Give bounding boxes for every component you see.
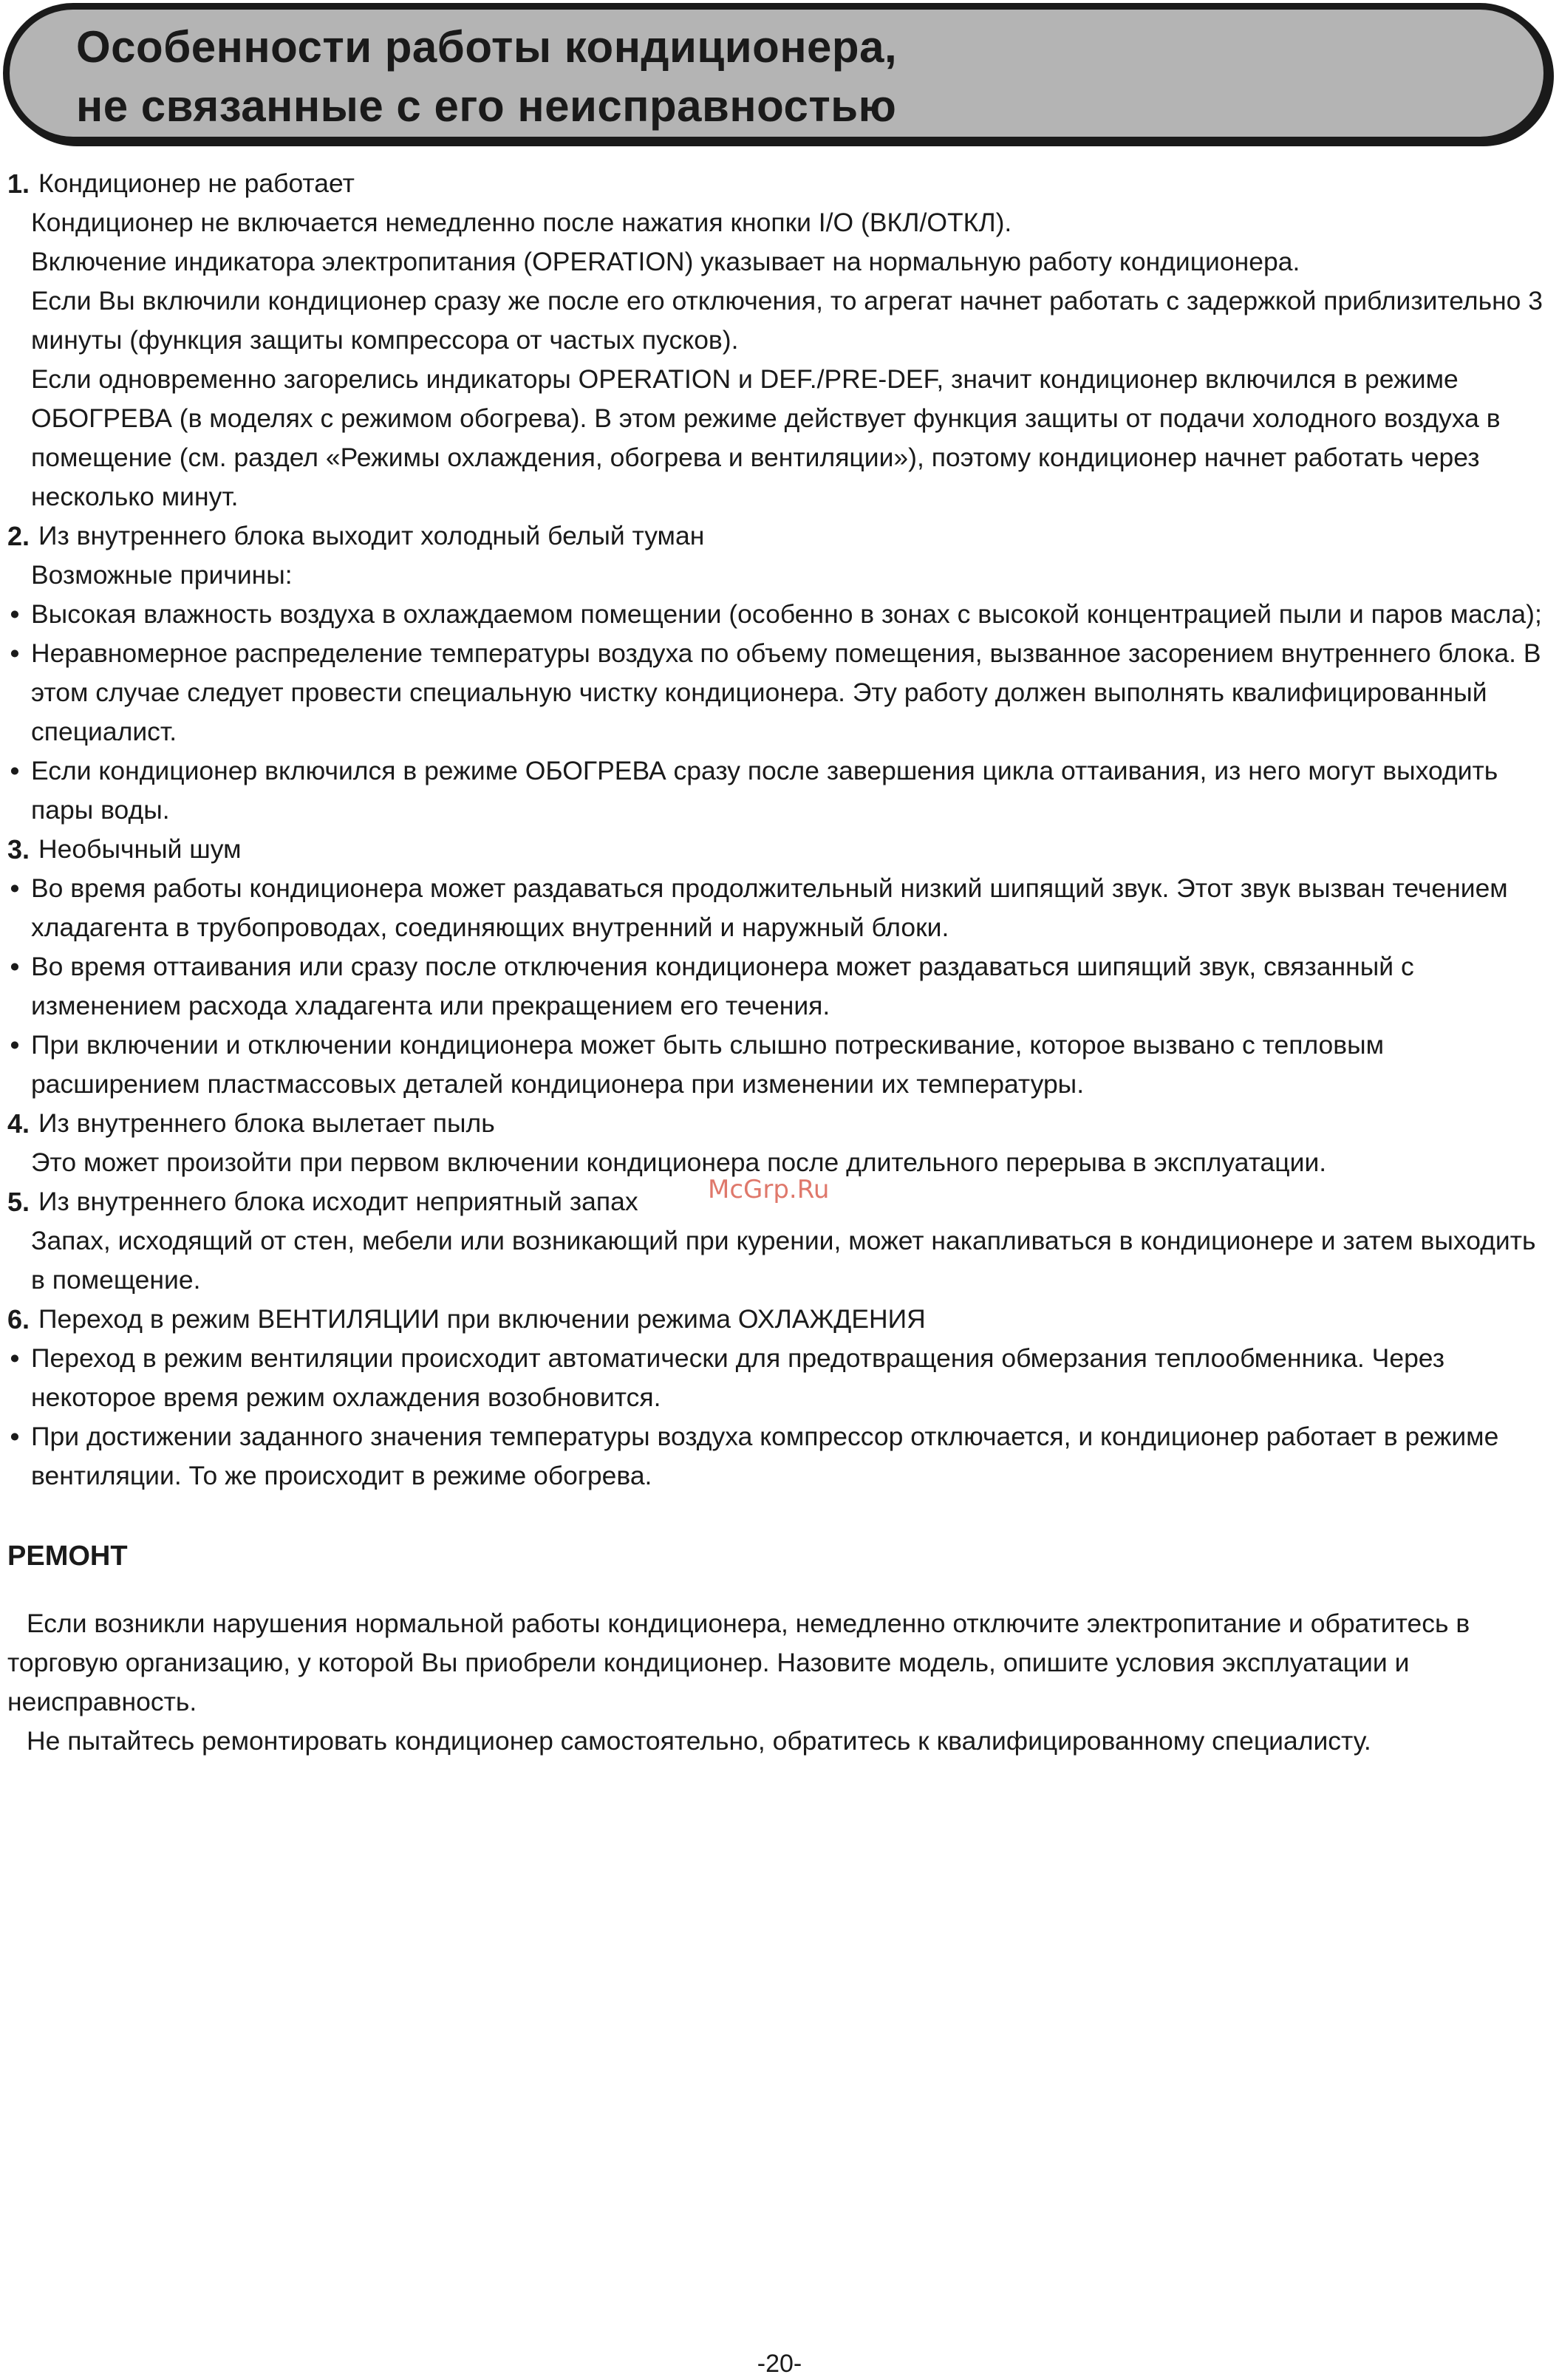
paragraph: Если Вы включили кондиционер сразу же после его отключения, то агрегат начнет работать с задержкой приблизительно 3 минуты (функция защиты компрессора от частых пусков).	[31, 286, 1543, 355]
repair-paragraph: Если возникли нарушения нормальной работы кондиционера, немедленно отключите электропитание и обратитесь в торговую организацию, у которой Вы приобрели кондиционер. Назовите модель, опишите условия эксплуатации и неисправность.	[7, 1609, 1470, 1716]
item-number: 1.	[7, 168, 30, 199]
content-body	[7, 164, 1552, 1761]
item-heading	[7, 1104, 1552, 1143]
item-number: 3.	[7, 834, 30, 865]
bullet-item	[7, 595, 1552, 634]
bullet-item	[7, 1417, 1552, 1496]
item-number: 2.	[7, 521, 30, 551]
paragraph: Включение индикатора электропитания (OPERATION) указывает на нормальную работу кондиционера.	[31, 247, 1300, 276]
bullet-icon: •	[10, 638, 20, 668]
item-heading	[7, 830, 1552, 869]
item-title: Переход в режим ВЕНТИЛЯЦИИ при включении режима ОХЛАЖДЕНИЯ	[38, 1304, 926, 1334]
paragraph: Возможные причины:	[31, 560, 293, 590]
bullet-text: Во время работы кондиционера может раздаваться продолжительный низкий шипящий звук. Этот звук вызван течением хладагента в трубопроводах, соединяющих внутренний и наружный блоки.	[31, 873, 1508, 942]
bullet-item	[7, 1026, 1552, 1104]
paragraph: Это может произойти при первом включении кондиционера после длительного перерыва в эксплуатации.	[31, 1148, 1327, 1177]
item-3	[7, 830, 1552, 1104]
bullet-item	[7, 751, 1552, 830]
paragraph: Запах, исходящий от стен, мебели или возникающий при курении, может накапливаться в кондиционере и затем выходить в помещение.	[31, 1226, 1536, 1295]
repair-heading: РЕМОНТ	[7, 1541, 128, 1572]
page-title-line-1: Особенности работы кондиционера,	[76, 22, 898, 72]
bullet-text: Неравномерное распределение температуры воздуха по объему помещения, вызванное засорением внутреннего блока. В этом случае следует провести специальную чистку кондиционера. Эту работу должен выполнять квалифицированный специалист.	[31, 638, 1541, 746]
bullet-icon: •	[10, 873, 20, 903]
item-title: Кондиционер не работает	[38, 168, 355, 198]
bullet-text: Переход в режим вентиляции происходит автоматически для предотвращения обмерзания теплообменника. Через некоторое время режим охлаждения возобновится.	[31, 1343, 1445, 1412]
item-title: Из внутреннего блока вылетает пыль	[38, 1108, 495, 1138]
bullet-icon: •	[10, 599, 20, 629]
bullet-item	[7, 1339, 1552, 1417]
bullet-icon: •	[10, 1422, 20, 1451]
item-number: 5.	[7, 1187, 30, 1217]
page-title-line-2: не связанные с его неисправностью	[76, 81, 897, 131]
item-2	[7, 516, 1552, 830]
bullet-text: Во время оттаивания или сразу после отключения кондиционера может раздаваться шипящий звук, связанный с изменением расхода хладагента или прекращением его течения.	[31, 952, 1414, 1020]
item-heading	[7, 516, 1552, 556]
page-number: -20-	[757, 2350, 802, 2378]
title-banner	[3, 3, 1550, 143]
item-number: 4.	[7, 1108, 30, 1139]
bullet-text: Если кондиционер включился в режиме ОБОГРЕВА сразу после завершения цикла оттаивания, из него могут выходить пары воды.	[31, 756, 1498, 825]
bullet-icon: •	[10, 1030, 20, 1060]
bullet-text: При включении и отключении кондиционера может быть слышно потрескивание, которое вызвано с тепловым расширением пластмассовых деталей кондиционера при изменении их температуры.	[31, 1030, 1385, 1099]
item-title: Из внутреннего блока исходит неприятный запах	[38, 1187, 638, 1216]
item-1	[7, 164, 1552, 516]
item-heading	[7, 164, 1552, 203]
item-6	[7, 1300, 1552, 1496]
repair-paragraph: Не пытайтесь ремонтировать кондиционер самостоятельно, обратитесь к квалифицированному специалисту.	[27, 1726, 1371, 1756]
paragraph: Если одновременно загорелись индикаторы OPERATION и DEF./PRE-DEF, значит кондиционер включился в режиме ОБОГРЕВА (в моделях с режимом обогрева). В этом режиме действует функция защиты от подачи холодного воздуха в помещение (см. раздел «Режимы охлаждения, обогрева и вентиляции»), поэтому кондиционер начнет работать через несколько минут.	[31, 364, 1501, 511]
bullet-text: Высокая влажность воздуха в охлаждаемом помещении (особенно в зонах с высокой концентрацией пыли и паров масла);	[31, 599, 1542, 629]
watermark: McGrp.Ru	[708, 1175, 830, 1204]
item-heading	[7, 1300, 1552, 1339]
paragraph: Кондиционер не включается немедленно после нажатия кнопки I/O (ВКЛ/ОТКЛ).	[31, 208, 1012, 237]
item-title: Из внутреннего блока выходит холодный белый туман	[38, 521, 705, 550]
bullet-icon: •	[10, 756, 20, 785]
item-4	[7, 1104, 1552, 1182]
item-number: 6.	[7, 1304, 30, 1334]
bullet-icon: •	[10, 952, 20, 981]
bullet-item	[7, 947, 1552, 1026]
bullet-text: При достижении заданного значения температуры воздуха компрессор отключается, и кондиционер работает в режиме вентиляции. То же происходит в режиме обогрева.	[31, 1422, 1499, 1490]
bullet-icon: •	[10, 1343, 20, 1373]
item-title: Необычный шум	[38, 834, 242, 864]
bullet-item	[7, 634, 1552, 751]
bullet-item	[7, 869, 1552, 947]
